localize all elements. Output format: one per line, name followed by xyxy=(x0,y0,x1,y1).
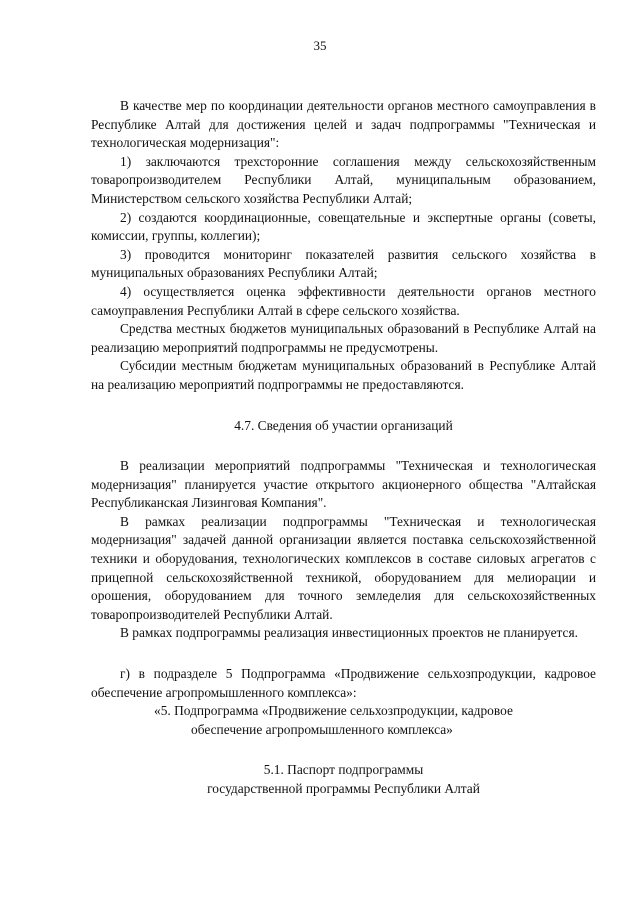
organizations-paragraph-2: В рамках реализации подпрограммы "Техническая и технологическая модернизация" задачей данной организации является поставка сельскохозяйственной техники и оборудования, технологических комплексов в составе силовых агрегатов с прицепной сельскохозяйственной техникой, оборудованием для мелиорации и орошения, оборудованием для точного земледелия для сельскохозяйственных товаропроизводителей Республики Алтай. xyxy=(91,513,596,622)
organizations-paragraph-1: В реализации мероприятий подпрограммы "Техническая и технологическая модернизация" планируется участие открытого акционерного общества "Алтайская Республиканская Лизинговая Компания". xyxy=(91,458,596,511)
page-number: 35 xyxy=(313,38,327,53)
list-item-1: 1) заключаются трехсторонние соглашения между сельскохозяйственным товаропроизводителем Республики Алтай, муниципальным образованием, Министерством сельского хозяйства Республики Алтай; xyxy=(91,153,596,206)
passport-heading-line-2: государственной программы Республики Алтай xyxy=(207,781,480,796)
section-heading-4-7: 4.7. Сведения об участии организаций xyxy=(234,417,453,433)
list-item-2: 2) создаются координационные, совещательные и экспертные органы (советы, комиссии, группы, коллегии); xyxy=(91,209,596,244)
subsidies-paragraph: Субсидии местным бюджетам муниципальных образований в Республике Алтай на реализацию мероприятий подпрограммы не предоставляются. xyxy=(91,358,596,392)
list-item-3: 3) проводится мониторинг показателей развития сельского хозяйства в муниципальных образованиях Республики Алтай; xyxy=(91,246,596,281)
subprogram-title-line-1: «5. Подпрограмма «Продвижение сельхозпродукции, кадровое xyxy=(154,703,513,719)
local-budget-paragraph: Средства местных бюджетов муниципальных образований в Республике Алтай на реализацию мероприятий подпрограммы не предусмотрены. xyxy=(91,321,596,355)
amendment-paragraph: г) в подразделе 5 Подпрограмма «Продвижение сельхозпродукции, кадровое обеспечение агропромышленного комплекса»: xyxy=(91,666,596,700)
subprogram-title-line-2: обеспечение агропромышленного комплекса» xyxy=(191,721,453,737)
passport-heading-line-1: 5.1. Паспорт подпрограммы xyxy=(263,762,424,778)
document-body xyxy=(91,97,596,799)
coordination-intro: В качестве мер по координации деятельности органов местного самоуправления в Республике Алтай для достижения целей и задач подпрограммы "Техническая и технологическая модернизация": xyxy=(91,98,596,151)
list-item-4: 4) осуществляется оценка эффективности деятельности органов местного самоуправления Республики Алтай в сфере сельского хозяйства. xyxy=(91,283,596,318)
organizations-paragraph-3: В рамках подпрограммы реализация инвестиционных проектов не планируется. xyxy=(120,625,579,641)
